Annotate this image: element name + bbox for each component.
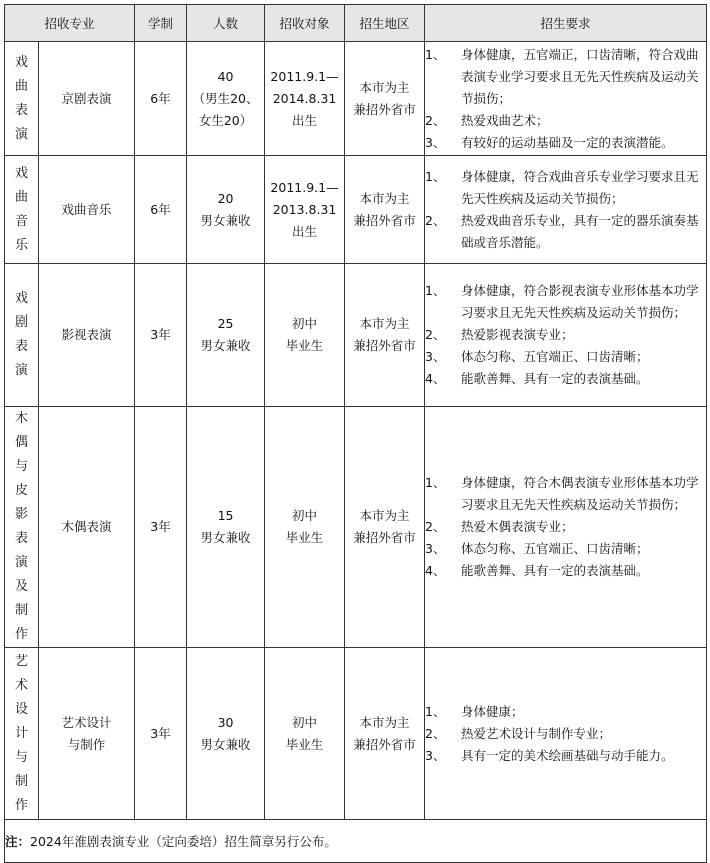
target-cell: 2011.9.1— 2014.8.31 出生 bbox=[265, 42, 345, 156]
duration-cell: 6年 bbox=[135, 42, 187, 156]
header-region: 招生地区 bbox=[345, 5, 425, 42]
duration-cell: 6年 bbox=[135, 156, 187, 264]
major-cell: 京剧表演 bbox=[39, 42, 135, 156]
requirement-text: 体态匀称、五官端正、口齿清晰； bbox=[461, 349, 649, 364]
requirement-item bbox=[425, 560, 706, 582]
requirement-text: 身体健康，符合戏曲音乐专业学习要求且无先天性疾病及运动关节损伤； bbox=[461, 168, 699, 206]
admissions-table bbox=[4, 4, 707, 863]
group-cell bbox=[5, 648, 39, 820]
note-cell bbox=[5, 820, 707, 863]
region-cell: 本市为主 兼招外省市 bbox=[345, 407, 425, 648]
requirement-number: 2、 bbox=[425, 212, 446, 228]
requirement-item bbox=[425, 324, 706, 346]
requirements-cell bbox=[425, 42, 707, 156]
duration-cell: 3年 bbox=[135, 648, 187, 820]
requirement-item bbox=[425, 132, 706, 154]
group-cell bbox=[5, 156, 39, 264]
requirement-text: 热爱影视表演专业； bbox=[461, 327, 574, 342]
requirement-number: 1、 bbox=[425, 283, 446, 298]
group-label: 戏曲音乐 bbox=[14, 165, 28, 253]
requirement-item bbox=[425, 346, 706, 368]
requirement-item bbox=[425, 516, 706, 538]
header-duration: 学制 bbox=[135, 5, 187, 42]
requirement-text: 热爱戏曲音乐专业，具有一定的器乐演奏基础或音乐潜能。 bbox=[461, 212, 699, 250]
target-cell: 初中 毕业生 bbox=[265, 648, 345, 820]
requirement-text: 体态匀称、五官端正、口齿清晰； bbox=[461, 541, 649, 556]
requirement-number: 2、 bbox=[425, 519, 446, 534]
requirement-number: 3、 bbox=[425, 134, 446, 150]
duration-cell: 3年 bbox=[135, 407, 187, 648]
requirement-number: 2、 bbox=[425, 327, 446, 342]
table-row bbox=[5, 42, 707, 156]
requirements-cell bbox=[425, 648, 707, 820]
major-cell: 影视表演 bbox=[39, 264, 135, 407]
requirement-item bbox=[425, 110, 706, 132]
target-cell: 初中 毕业生 bbox=[265, 407, 345, 648]
header-requirements: 招生要求 bbox=[425, 5, 707, 42]
target-cell: 2011.9.1— 2013.8.31 出生 bbox=[265, 156, 345, 264]
requirement-item bbox=[425, 745, 706, 767]
requirement-text: 具有一定的美术绘画基础与动手能力。 bbox=[461, 747, 674, 763]
count-cell: 15 男女兼收 bbox=[187, 407, 265, 648]
requirement-text: 有较好的运动基础及一定的表演潜能。 bbox=[461, 134, 674, 150]
requirement-item bbox=[425, 210, 706, 254]
requirement-text: 热爱木偶表演专业； bbox=[461, 519, 574, 534]
note-text: 2024年淮剧表演专业（定向委培）招生简章另行公布。 bbox=[30, 834, 337, 849]
requirements-cell bbox=[425, 407, 707, 648]
requirement-number: 1、 bbox=[425, 168, 446, 184]
group-cell bbox=[5, 42, 39, 156]
requirement-number: 3、 bbox=[425, 747, 446, 763]
table-row bbox=[5, 264, 707, 407]
requirement-number: 1、 bbox=[425, 46, 446, 62]
requirement-number: 3、 bbox=[425, 541, 446, 556]
requirement-item bbox=[425, 701, 706, 723]
region-cell: 本市为主 兼招外省市 bbox=[345, 42, 425, 156]
requirement-text: 能歌善舞、具有一定的表演基础。 bbox=[461, 563, 649, 578]
requirement-text: 热爱戏曲艺术； bbox=[461, 112, 549, 128]
group-cell bbox=[5, 264, 39, 407]
group-label: 戏剧表演 bbox=[14, 291, 28, 378]
requirement-text: 身体健康，符合木偶表演专业形体基本功学习要求且无先天性疾病及运动关节损伤； bbox=[461, 475, 699, 512]
requirements-cell bbox=[425, 264, 707, 407]
table-row bbox=[5, 407, 707, 648]
requirements-cell bbox=[425, 156, 707, 264]
target-cell: 初中 毕业生 bbox=[265, 264, 345, 407]
group-label: 艺术设计与制作 bbox=[14, 653, 28, 813]
requirement-number: 4、 bbox=[425, 371, 446, 386]
requirement-text: 身体健康，符合影视表演专业形体基本功学习要求且无先天性疾病及运动关节损伤； bbox=[461, 283, 699, 320]
count-cell: 40 （男生20、 女生20） bbox=[187, 42, 265, 156]
header-row bbox=[5, 5, 707, 42]
count-cell: 20 男女兼收 bbox=[187, 156, 265, 264]
requirement-text: 身体健康； bbox=[461, 703, 524, 719]
requirement-item bbox=[425, 368, 706, 390]
requirement-number: 3、 bbox=[425, 349, 446, 364]
requirement-item bbox=[425, 723, 706, 745]
note-label: 注： bbox=[5, 834, 31, 849]
requirement-item bbox=[425, 280, 706, 324]
requirement-text: 热爱艺术设计与制作专业； bbox=[461, 725, 612, 741]
region-cell: 本市为主 兼招外省市 bbox=[345, 648, 425, 820]
requirement-item bbox=[425, 44, 706, 110]
major-cell: 木偶表演 bbox=[39, 407, 135, 648]
requirement-item bbox=[425, 472, 706, 516]
count-cell: 25 男女兼收 bbox=[187, 264, 265, 407]
group-cell bbox=[5, 407, 39, 648]
requirement-text: 能歌善舞、具有一定的表演基础。 bbox=[461, 371, 649, 386]
table-row bbox=[5, 648, 707, 820]
requirement-number: 1、 bbox=[425, 703, 446, 719]
requirement-item bbox=[425, 166, 706, 210]
count-cell: 30 男女兼收 bbox=[187, 648, 265, 820]
region-cell: 本市为主 兼招外省市 bbox=[345, 264, 425, 407]
requirement-text: 身体健康，五官端正，口齿清晰，符合戏曲表演专业学习要求且无先天性疾病及运动关节损伤； bbox=[461, 46, 699, 106]
duration-cell: 3年 bbox=[135, 264, 187, 407]
requirement-number: 2、 bbox=[425, 112, 446, 128]
requirement-number: 4、 bbox=[425, 563, 446, 578]
table-row bbox=[5, 156, 707, 264]
major-cell: 戏曲音乐 bbox=[39, 156, 135, 264]
group-label: 木偶与皮影表演及制作 bbox=[14, 411, 28, 642]
requirement-number: 1、 bbox=[425, 475, 446, 490]
header-major: 招收专业 bbox=[5, 5, 135, 42]
header-target: 招收对象 bbox=[265, 5, 345, 42]
note-row bbox=[5, 820, 707, 863]
header-count: 人数 bbox=[187, 5, 265, 42]
requirement-item bbox=[425, 538, 706, 560]
region-cell: 本市为主 兼招外省市 bbox=[345, 156, 425, 264]
major-cell: 艺术设计 与制作 bbox=[39, 648, 135, 820]
requirement-number: 2、 bbox=[425, 725, 446, 741]
group-label: 戏曲表演 bbox=[14, 54, 28, 142]
